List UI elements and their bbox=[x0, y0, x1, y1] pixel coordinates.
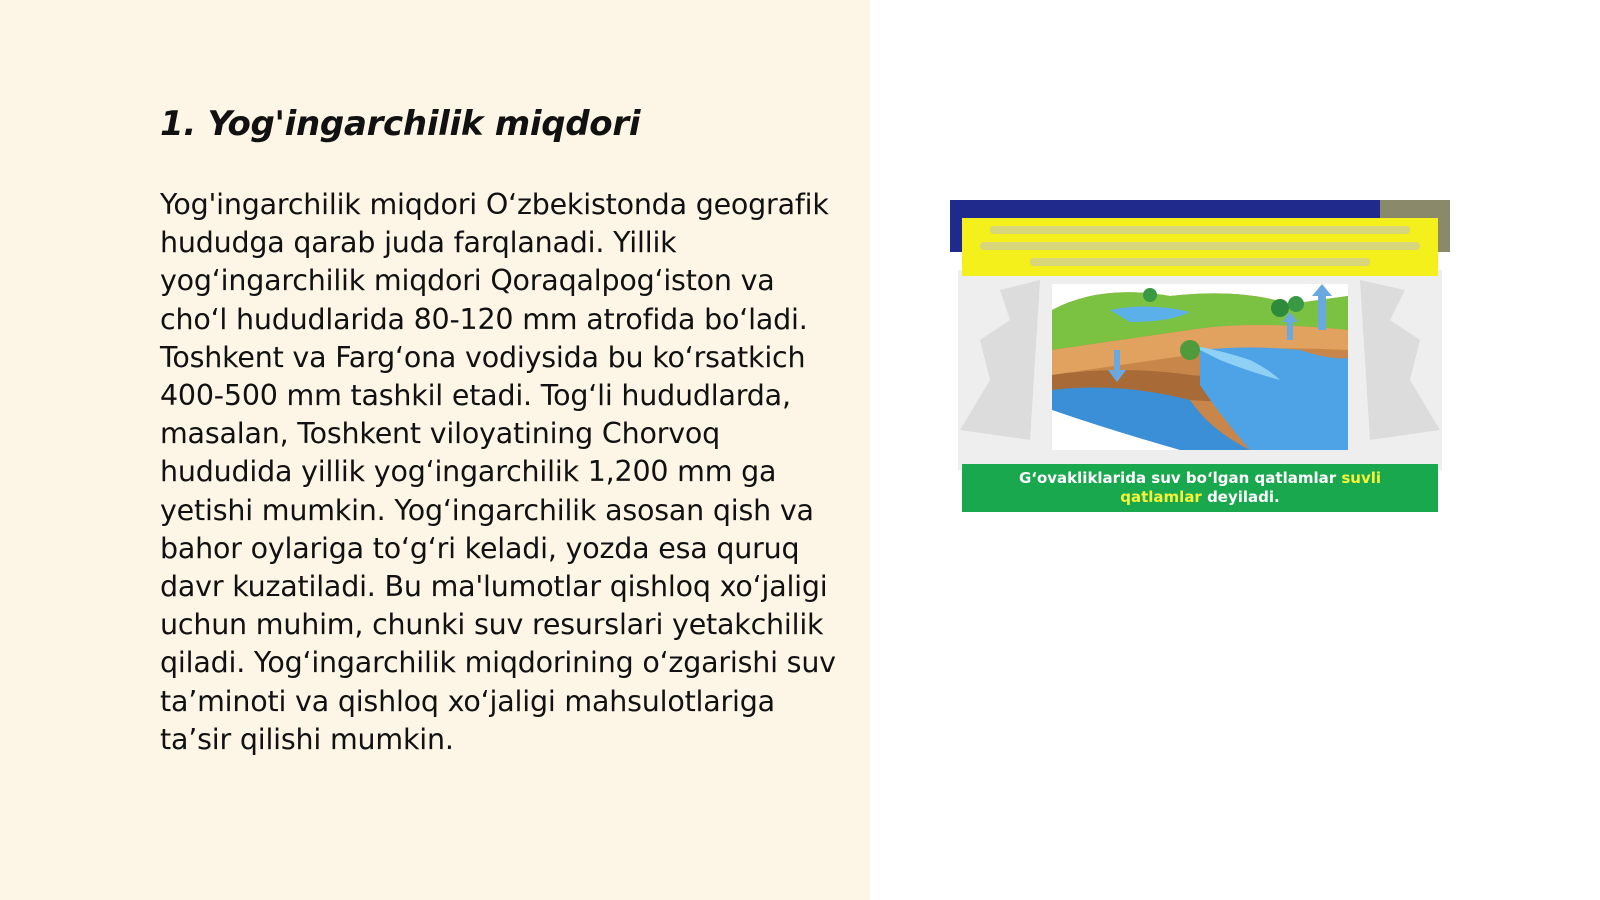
slide-title: 1. Yog'ingarchilik miqdori bbox=[160, 104, 641, 144]
slide-paragraph: Yog'ingarchilik miqdori O‘zbekistonda geografik hududga qarab juda farqlanadi. Yillik yog‘ingarchilik miqdori Qoraqalpog‘iston va cho‘l hududlarida 80-120 mm atrofida bo‘ladi. Toshkent va Farg‘ona vodiysida bu ko‘rsatkich 400-500 mm tashkil etadi. Tog‘li hududlarda, masalan, Toshkent viloyatining Chorvoq hududida yillik yog‘ingarchilik 1,200 mm ga yetishi mumkin. Yog‘ingarchilik asosan qish va bahor oylariga to‘g‘ri keladi, yozda esa quruq davr kuzatiladi. Bu ma'lumotlar qishloq xo‘jaligi uchun muhim, chunki suv resurslari yetakchilik qiladi. Yog‘ingarchilik miqdorining o‘zgarishi suv ta’minoti va qishloq xo‘jaligi mahsulotlariga ta’sir qilishi mumkin. bbox=[160, 188, 836, 756]
bottom-caption-line-2: qatlamlar deyiladi. bbox=[1120, 488, 1280, 506]
top-caption-blurred-text bbox=[980, 226, 1420, 266]
bottom-caption-line-1: G‘ovakliklarida suv bo‘lgan qatlamlar suvli bbox=[1018, 469, 1382, 487]
aquifer-block-diagram bbox=[1052, 284, 1348, 450]
aquifer-illustration bbox=[950, 200, 1450, 512]
